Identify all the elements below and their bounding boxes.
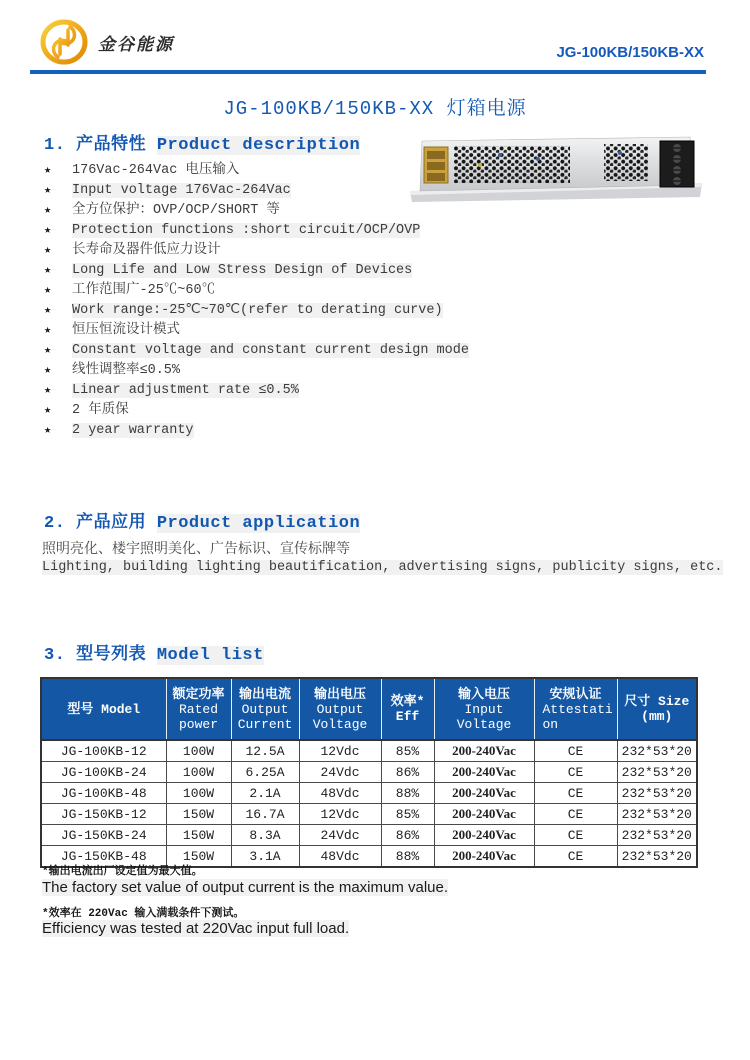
section-2-number: 2. <box>44 514 66 533</box>
feature-item <box>44 400 469 420</box>
table-header-cell-model <box>41 678 166 740</box>
feature-text: 长寿命及器件低应力设计 <box>72 243 221 258</box>
footnote-2-en-inner: Efficiency was tested at 220Vac input full load. <box>42 920 350 937</box>
table-row <box>41 804 697 825</box>
table-header-row <box>41 678 697 740</box>
table-cell-input: 200-240Vac <box>434 825 534 846</box>
table-cell-power: 150W <box>166 846 231 868</box>
table-header-cell-output-voltage <box>299 678 381 740</box>
table-cell-voltage: 48Vdc <box>299 783 381 804</box>
feature-item <box>44 200 469 220</box>
table-cell-input: 200-240Vac <box>434 740 534 762</box>
feature-item <box>44 260 469 280</box>
table-header-cell-eff <box>381 678 434 740</box>
star-bullet-icon: ★ <box>44 243 52 257</box>
feature-item <box>44 220 469 240</box>
application-text-en <box>42 560 723 575</box>
table-cell-model: JG-150KB-12 <box>41 804 166 825</box>
header-zh: 输入电压 <box>457 686 510 702</box>
table-cell-voltage: 24Vdc <box>299 762 381 783</box>
header-en: Eff <box>395 709 420 724</box>
table-cell-current: 2.1A <box>231 783 299 804</box>
feature-text: 176Vac-264Vac 电压输入 <box>72 163 240 178</box>
table-cell-input: 200-240Vac <box>434 762 534 783</box>
table-cell-model: JG-100KB-48 <box>41 783 166 804</box>
table-cell-model: JG-100KB-12 <box>41 740 166 762</box>
header-en: (mm) <box>641 709 673 724</box>
star-bullet-icon: ★ <box>44 283 52 297</box>
feature-text: Constant voltage and constant current design mode <box>72 343 469 358</box>
table-cell-eff: 86% <box>381 762 434 783</box>
star-bullet-icon: ★ <box>44 263 52 277</box>
feature-item <box>44 180 469 200</box>
header-divider <box>30 70 706 74</box>
feature-text: 2 year warranty <box>72 423 194 438</box>
application-text-zh: 照明亮化、楼宇照明美化、广告标识、宣传标牌等 <box>42 542 350 558</box>
table-cell-size: 232*53*20 <box>617 804 697 825</box>
header-en: Output Current <box>237 701 293 732</box>
table-cell-size: 232*53*20 <box>617 783 697 804</box>
section-3-heading <box>44 639 264 665</box>
section-2-title-en: Product application <box>156 514 361 533</box>
star-bullet-icon: ★ <box>44 423 52 437</box>
feature-item <box>44 360 469 380</box>
star-bullet-icon: ★ <box>44 223 52 237</box>
table-cell-power: 150W <box>166 804 231 825</box>
table-cell-size: 232*53*20 <box>617 762 697 783</box>
feature-item <box>44 300 469 320</box>
footnote-1-en-inner: The factory set value of output current is the maximum value. <box>42 879 449 896</box>
psu-vent-holes <box>454 146 570 183</box>
footnote-2-en <box>42 920 349 937</box>
feature-text: 2 年质保 <box>72 403 129 418</box>
table-cell-attestation: CE <box>534 740 617 762</box>
table-row <box>41 740 697 762</box>
table-cell-current: 3.1A <box>231 846 299 868</box>
section-1-title-zh: 产品特性 <box>76 136 147 155</box>
feature-text: 全方位保护：OVP/OCP/SHORT 等 <box>72 203 280 218</box>
header-en: Model <box>101 701 141 717</box>
feature-text: Linear adjustment rate ≤0.5% <box>72 383 299 398</box>
table-cell-power: 100W <box>166 740 231 762</box>
header-en: Output Voltage <box>312 701 368 732</box>
table-cell-eff: 85% <box>381 740 434 762</box>
header-zh: 效率* <box>390 694 425 709</box>
table-row <box>41 783 697 804</box>
table-cell-attestation: CE <box>534 783 617 804</box>
table-cell-power: 100W <box>166 783 231 804</box>
header-zh: 尺寸 Size <box>624 694 690 709</box>
feature-item <box>44 160 469 180</box>
table-cell-input: 200-240Vac <box>434 804 534 825</box>
table-cell-current: 12.5A <box>231 740 299 762</box>
feature-item <box>44 240 469 260</box>
table-cell-power: 100W <box>166 762 231 783</box>
table-cell-size: 232*53*20 <box>617 825 697 846</box>
table-cell-eff: 88% <box>381 846 434 868</box>
table-cell-voltage: 12Vdc <box>299 804 381 825</box>
footnote-1-en <box>42 879 448 896</box>
star-bullet-icon: ★ <box>44 303 52 317</box>
header-zh: 输出电流 <box>238 686 291 702</box>
star-bullet-icon: ★ <box>44 323 52 337</box>
feature-text: Protection functions :short circuit/OCP/OVP <box>72 223 421 238</box>
company-logo <box>38 18 174 66</box>
model-list-table <box>40 677 698 868</box>
feature-item <box>44 340 469 360</box>
table-cell-power: 150W <box>166 825 231 846</box>
feature-text: 工作范围广-25℃~60℃ <box>72 283 216 298</box>
table-header-cell-size <box>617 678 697 740</box>
footnote-2-zh: *效率在 220Vac 输入满载条件下测试。 <box>42 908 245 920</box>
feature-item <box>44 420 469 440</box>
section-1-title-en: Product description <box>156 136 361 155</box>
feature-text: Long Life and Low Stress Design of Devices <box>72 263 413 278</box>
section-1-heading <box>44 129 360 155</box>
feature-list <box>44 160 469 440</box>
header-model-code: JG-100KB/150KB-XX <box>556 44 704 61</box>
table-cell-current: 16.7A <box>231 804 299 825</box>
star-bullet-icon: ★ <box>44 403 52 417</box>
star-bullet-icon: ★ <box>44 203 52 217</box>
table-cell-voltage: 12Vdc <box>299 740 381 762</box>
section-2-title-zh: 产品应用 <box>76 514 147 533</box>
feature-item <box>44 380 469 400</box>
star-bullet-icon: ★ <box>44 163 52 177</box>
table-row <box>41 762 697 783</box>
header-en: Rated power <box>178 701 218 732</box>
feature-text: Work range:-25℃~70℃(refer to derating curve) <box>72 303 443 318</box>
header-en: Input Voltage <box>456 701 512 732</box>
table-cell-attestation: CE <box>534 846 617 868</box>
page-title: JG-100KB/150KB-XX 灯箱电源 <box>223 98 527 120</box>
section-3-number: 3. <box>44 646 66 665</box>
section-1-number: 1. <box>44 136 66 155</box>
header-zh: 安规认证 <box>549 686 602 702</box>
table-cell-eff: 86% <box>381 825 434 846</box>
application-text-en-inner: Lighting, building lighting beautification, advertising signs, publicity signs, etc. <box>42 560 723 575</box>
table-cell-attestation: CE <box>534 762 617 783</box>
table-cell-voltage: 24Vdc <box>299 825 381 846</box>
header-zh: 额定功率 <box>172 686 225 702</box>
table-cell-model: JG-150KB-48 <box>41 846 166 868</box>
table-cell-attestation: CE <box>534 825 617 846</box>
table-cell-input: 200-240Vac <box>434 846 534 868</box>
table-header-cell-output-current <box>231 678 299 740</box>
logo-company-name: 金谷能源 <box>98 34 174 54</box>
table-cell-current: 6.25A <box>231 762 299 783</box>
table-cell-size: 232*53*20 <box>617 740 697 762</box>
table-cell-input: 200-240Vac <box>434 783 534 804</box>
table-cell-size: 232*53*20 <box>617 846 697 868</box>
section-3-title-zh: 型号列表 <box>76 646 147 665</box>
feature-item <box>44 280 469 300</box>
feature-item <box>44 320 469 340</box>
table-cell-model: JG-100KB-24 <box>41 762 166 783</box>
company-logo-icon <box>38 18 90 66</box>
table-header-cell-attestation <box>534 678 617 740</box>
star-bullet-icon: ★ <box>44 183 52 197</box>
table-cell-eff: 88% <box>381 783 434 804</box>
table-cell-voltage: 48Vdc <box>299 846 381 868</box>
star-bullet-icon: ★ <box>44 363 52 377</box>
section-3-title-en: Model list <box>156 646 264 665</box>
table-header-cell-input-voltage <box>434 678 534 740</box>
header-zh: 输出电压 <box>313 686 366 702</box>
star-bullet-icon: ★ <box>44 343 52 357</box>
table-cell-model: JG-150KB-24 <box>41 825 166 846</box>
product-photo-image <box>408 133 704 205</box>
table-cell-eff: 85% <box>381 804 434 825</box>
section-2-heading <box>44 507 360 533</box>
table-cell-attestation: CE <box>534 804 617 825</box>
feature-text: 线性调整率≤0.5% <box>72 363 181 378</box>
feature-text: 恒压恒流设计模式 <box>72 323 180 338</box>
footnote-1-zh: *输出电流出厂设定值为最大值。 <box>42 866 203 878</box>
table-cell-current: 8.3A <box>231 825 299 846</box>
header-en: Attestation <box>542 701 613 732</box>
feature-text: Input voltage 176Vac-264Vac <box>72 183 291 198</box>
star-bullet-icon: ★ <box>44 383 52 397</box>
table-row <box>41 825 697 846</box>
table-header-cell-rated-power <box>166 678 231 740</box>
header-zh: 型号 <box>67 701 94 717</box>
